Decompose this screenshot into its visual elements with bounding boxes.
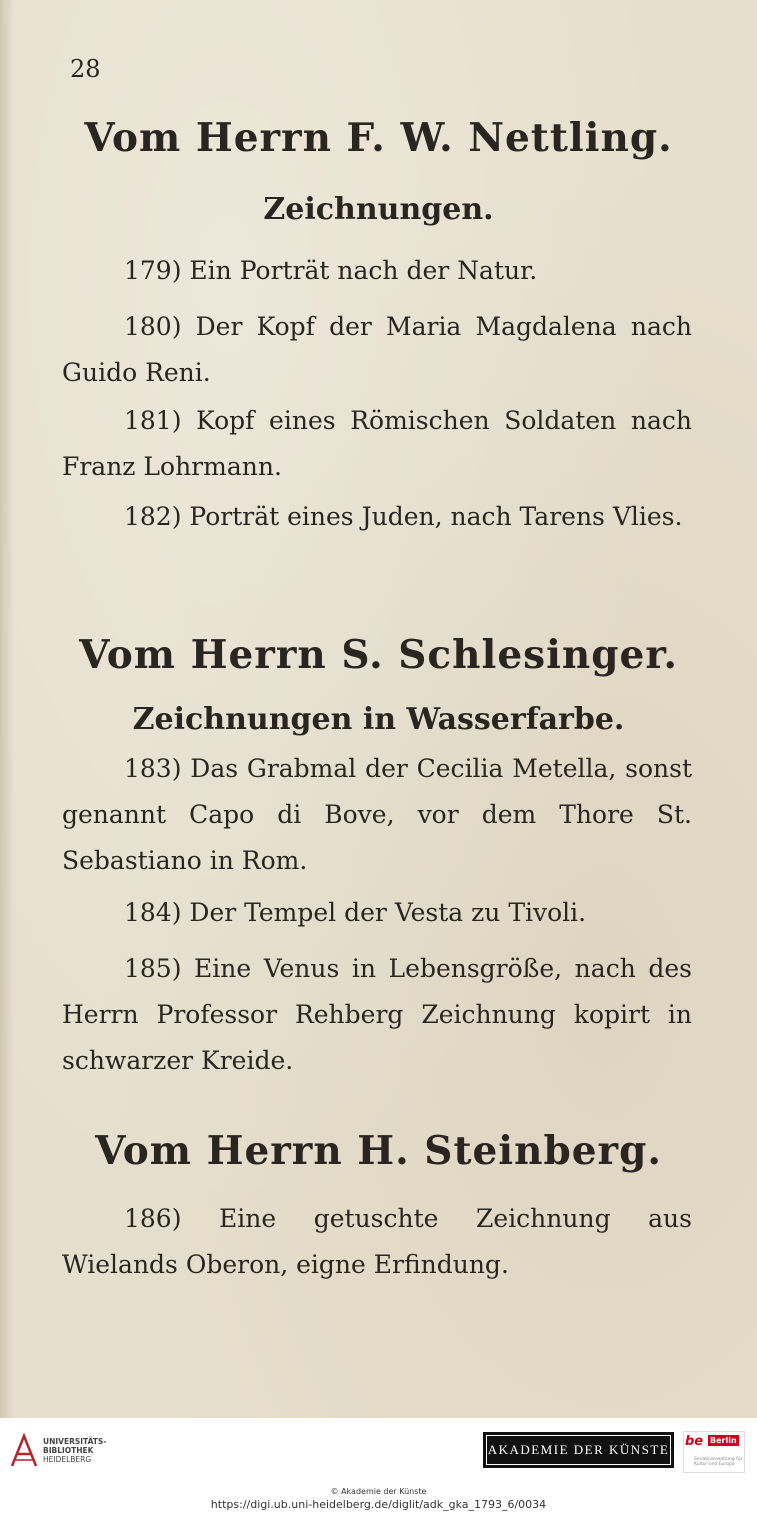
section-subheading: Zeichnungen in Wasserfarbe.: [132, 702, 625, 737]
adk-logo-label: AKADEMIE DER KÜNSTE: [486, 1435, 671, 1465]
akademie-der-kuenste-logo[interactable]: [483, 1432, 674, 1468]
section-subheading: Zeichnungen.: [263, 192, 494, 227]
university-library-logo-text: UNIVERSITÄTS- BIBLIOTHEK HEIDELBERG: [43, 1437, 107, 1464]
university-library-logo-icon[interactable]: [8, 1430, 40, 1470]
be-berlin-logo[interactable]: be Berlin Senatsverwaltung für Kultur und Europa: [683, 1431, 745, 1473]
permalink-url[interactable]: https://digi.ub.uni-heidelberg.de/diglit/adk_gka_1793_6/0034: [210, 1498, 547, 1511]
section-heading: Vom Herrn F. W. Nettling.: [84, 115, 673, 161]
page-number: 28: [70, 55, 101, 83]
catalog-entry: 184) Der Tempel der Vesta zu Tivoli.: [124, 898, 587, 927]
copyright-notice: © Akademie der Künste: [330, 1487, 427, 1496]
catalog-entry: 185) Eine Venus in Lebensgröße, nach des Herrn Professor Rehberg Zeichnung kopirt in schwarzer Kreide.: [62, 954, 692, 1075]
section-heading: Vom Herrn H. Steinberg.: [95, 1128, 662, 1174]
section-heading: Vom Herrn S. Schlesinger.: [79, 632, 678, 678]
catalog-entry: 186) Eine getuschte Zeichnung aus Wielands Oberon, eigne Erfindung.: [62, 1204, 692, 1279]
be-berlin-subtext: Senatsverwaltung für Kultur und Europa: [694, 1457, 743, 1467]
catalog-entry: 183) Das Grabmal der Cecilia Metella, sonst genannt Capo di Bove, vor dem Thore St. Sebastiano in Rom.: [62, 754, 692, 875]
catalog-entry: 181) Kopf eines Römischen Soldaten nach Franz Lohrmann.: [62, 406, 692, 481]
catalog-entry: 182) Porträt eines Juden, nach Tarens Vlies.: [124, 502, 683, 531]
catalog-entry: 179) Ein Porträt nach der Natur.: [124, 256, 538, 285]
viewer-footer: [0, 1418, 757, 1516]
catalog-entry: 180) Der Kopf der Maria Magdalena nach Guido Reni.: [62, 312, 692, 387]
